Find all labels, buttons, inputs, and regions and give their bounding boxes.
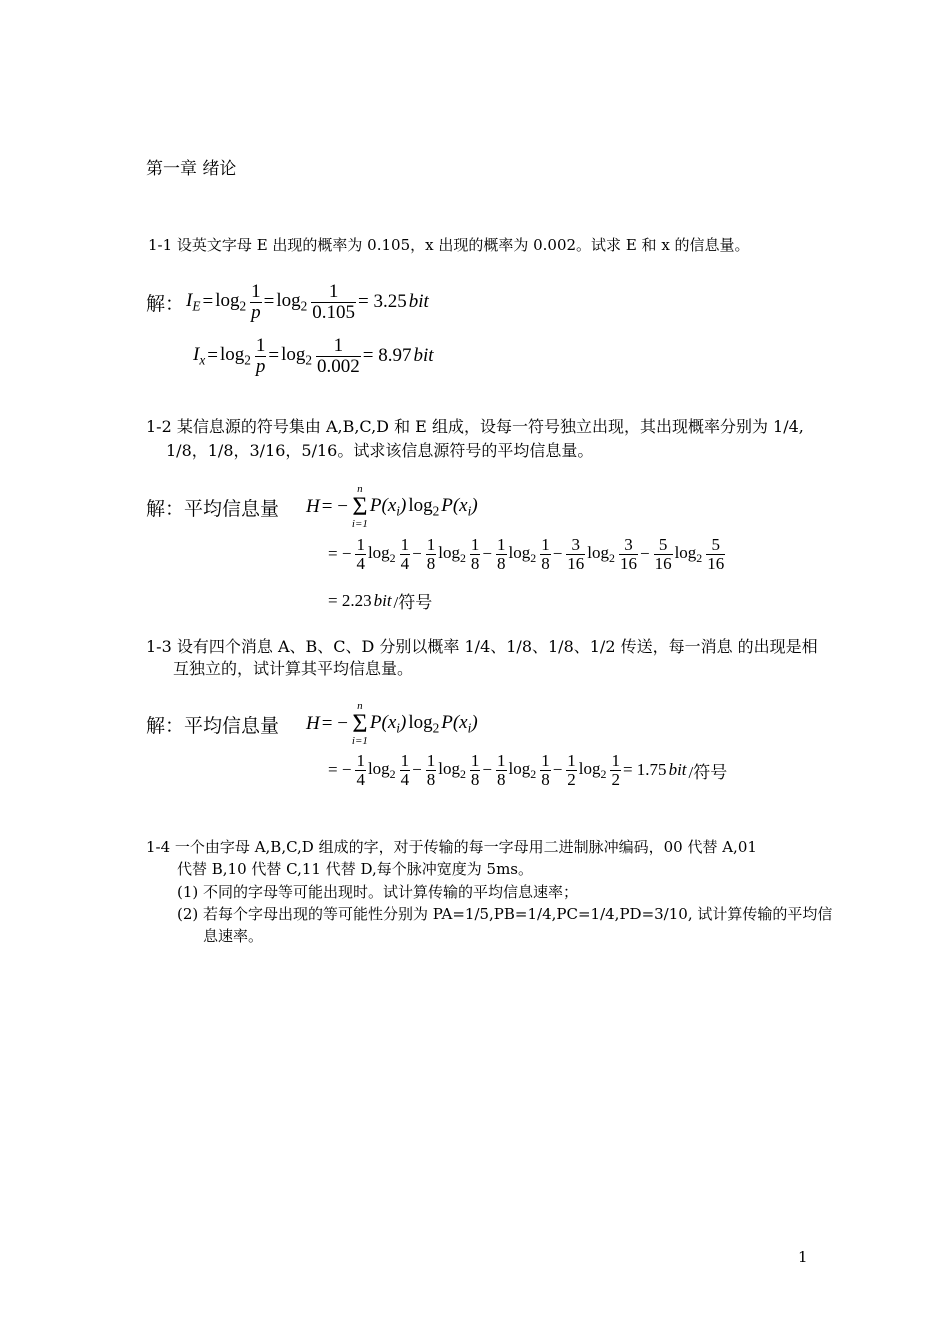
symbol-H: H bbox=[306, 713, 320, 734]
P-term: $P(x_i)$ bbox=[369, 711, 407, 736]
fraction: $\frac{1}{8}$ bbox=[426, 535, 436, 573]
P-term: $P(x_i)$ bbox=[369, 494, 407, 519]
fraction: $\frac{1}{p}$ bbox=[255, 335, 266, 377]
problem-1-3-line-1: 1-3 设有四个消息 A、B、C、D 分别以概率 1/4、1/8、1/8、1/2 传送，每一消息 的出现是相 bbox=[146, 637, 818, 656]
log-term: $\log_2$ bbox=[215, 290, 247, 314]
fraction: $\frac{1}{2}$ bbox=[567, 751, 576, 789]
fraction: $\frac{1}{8}$ bbox=[497, 535, 506, 573]
problem-1-2-line-1: 1-2 某信息源的符号集由 A,B,C,D 和 E 组成，设每一符号独立出现，其出现概率分别为 1/4, bbox=[146, 417, 804, 436]
unit-per-symbol: /符号 bbox=[688, 762, 728, 782]
fraction: $\frac{1}{8}$ bbox=[470, 751, 480, 789]
solution-1-1-line-2 bbox=[193, 336, 436, 377]
equals-minus: = − bbox=[321, 713, 348, 734]
problem-1-4-item-2: (2) 若每个字母出现的等可能性分别为 PA=1/5,PB=1/4,PC=1/4,PD=3/10, 试计算传输的平均信 bbox=[177, 905, 833, 923]
solution-1-2-line-3 bbox=[328, 588, 434, 613]
fraction: $\frac{1}{4}$ bbox=[400, 751, 410, 789]
problem-1-1: 1-1 设英文字母 E 出现的概率为 0.105，x 出现的概率为 0.002。试求 E 和 x 的信息量。 bbox=[148, 236, 750, 254]
log-term: $\log_2$ bbox=[367, 758, 396, 781]
log-term: $\log_2$ bbox=[367, 542, 396, 565]
problem-1-4-line-1: 1-4 一个由字母 A,B,C,D 组成的字，对于传输的每一字母用二进制脉冲编码，00 代替 A,01 bbox=[146, 838, 757, 856]
fraction: $\frac{5}{16}$ bbox=[654, 535, 672, 573]
solution-1-3-line-2 bbox=[328, 752, 729, 789]
fraction: $\frac{1}{8}$ bbox=[541, 751, 550, 789]
minus: − bbox=[482, 760, 492, 780]
equals: = bbox=[207, 345, 218, 367]
solution-1-3-line-1 bbox=[306, 701, 480, 747]
minus: − bbox=[552, 544, 563, 564]
P-term: $P(x_i)$ bbox=[441, 494, 478, 519]
symbol-I: $I_x$ bbox=[193, 344, 206, 368]
log-term: $\log_2$ bbox=[276, 290, 308, 314]
log-term: $\log_2$ bbox=[281, 344, 313, 368]
equals: = bbox=[268, 345, 280, 367]
log-term: $\log_2$ bbox=[578, 758, 607, 781]
log-term: $\log_2$ bbox=[508, 542, 537, 565]
fraction: $\frac{5}{16}$ bbox=[707, 535, 725, 573]
fraction: $\frac{1}{4}$ bbox=[356, 751, 365, 789]
minus: − bbox=[552, 760, 563, 780]
minus: − bbox=[482, 544, 492, 564]
fraction: $\frac{1}{8}$ bbox=[426, 751, 436, 789]
fraction: $\frac{1}{p}$ bbox=[251, 281, 261, 323]
log-term: $\log_2$ bbox=[438, 758, 466, 781]
chapter-title: 第一章 绪论 bbox=[146, 159, 237, 179]
problem-1-4-item-2-cont: 息速率。 bbox=[203, 927, 264, 945]
log-term: $\log_2$ bbox=[408, 711, 440, 736]
summation: n Σ i=1 bbox=[351, 483, 368, 530]
problem-1-4-item-1: (1) 不同的字母等可能出现时。试计算传输的平均信息速率； bbox=[177, 883, 579, 901]
fraction: $\frac{3}{16}$ bbox=[567, 535, 585, 573]
result: = 8.97 bbox=[362, 345, 412, 367]
unit-bit: bit bbox=[668, 760, 687, 780]
result: = 3.25 bbox=[358, 291, 407, 313]
solution-1-3-label: 解：平均信息量 bbox=[146, 715, 280, 737]
fraction: $\frac{1}{0.002}$ bbox=[317, 335, 360, 377]
equals-minus: = − bbox=[328, 544, 352, 564]
P-term: $P(x_i)$ bbox=[441, 711, 478, 736]
solution-1-2-line-1 bbox=[306, 484, 480, 530]
symbol-H: H bbox=[306, 496, 320, 517]
solution-1-2-line-2 bbox=[328, 536, 727, 573]
solution-1-2-label: 解：平均信息量 bbox=[146, 498, 280, 520]
page-number: 1 bbox=[798, 1248, 808, 1266]
result: = 2.23 bbox=[328, 590, 372, 610]
problem-1-4-line-2: 代替 B,10 代替 C,11 代替 D,每个脉冲宽度为 5ms。 bbox=[177, 860, 534, 878]
solution-1-1-line-1 bbox=[146, 282, 431, 323]
problem-1-3-line-2: 互独立的，试计算其平均信息量。 bbox=[173, 659, 414, 678]
equals-minus: = − bbox=[328, 760, 352, 780]
equals: = bbox=[263, 291, 275, 313]
log-term: $\log_2$ bbox=[219, 344, 251, 368]
unit-per-symbol: /符号 bbox=[393, 593, 433, 612]
log-term: $\log_2$ bbox=[438, 542, 466, 565]
summation: n Σ i=1 bbox=[351, 700, 368, 747]
log-term: $\log_2$ bbox=[408, 494, 440, 519]
log-term: $\log_2$ bbox=[508, 758, 537, 781]
fraction: $\frac{1}{4}$ bbox=[400, 535, 410, 573]
fraction: $\frac{1}{4}$ bbox=[356, 535, 365, 573]
fraction: $\frac{1}{2}$ bbox=[611, 751, 620, 789]
jie-label: 解： bbox=[146, 293, 185, 315]
minus: − bbox=[412, 760, 422, 780]
minus: − bbox=[412, 544, 422, 564]
unit-bit: bit bbox=[408, 291, 429, 313]
minus: − bbox=[639, 544, 650, 564]
fraction: $\frac{1}{0.105}$ bbox=[312, 281, 356, 323]
unit-bit: bit bbox=[413, 345, 434, 367]
fraction: $\frac{1}{8}$ bbox=[497, 751, 506, 789]
equals: = bbox=[202, 291, 214, 313]
problem-1-2-line-2: 1/8，1/8，3/16，5/16。试求该信息源符号的平均信息量。 bbox=[166, 441, 594, 460]
equals-minus: = − bbox=[321, 496, 348, 517]
fraction: $\frac{3}{16}$ bbox=[619, 535, 637, 573]
log-term: $\log_2$ bbox=[587, 542, 615, 565]
fraction: $\frac{1}{8}$ bbox=[470, 535, 480, 573]
result: = 1.75 bbox=[622, 760, 667, 780]
fraction: $\frac{1}{8}$ bbox=[541, 535, 550, 573]
unit-bit: bit bbox=[373, 590, 392, 610]
log-term: $\log_2$ bbox=[674, 542, 703, 565]
symbol-I: $I_E$ bbox=[186, 290, 201, 314]
